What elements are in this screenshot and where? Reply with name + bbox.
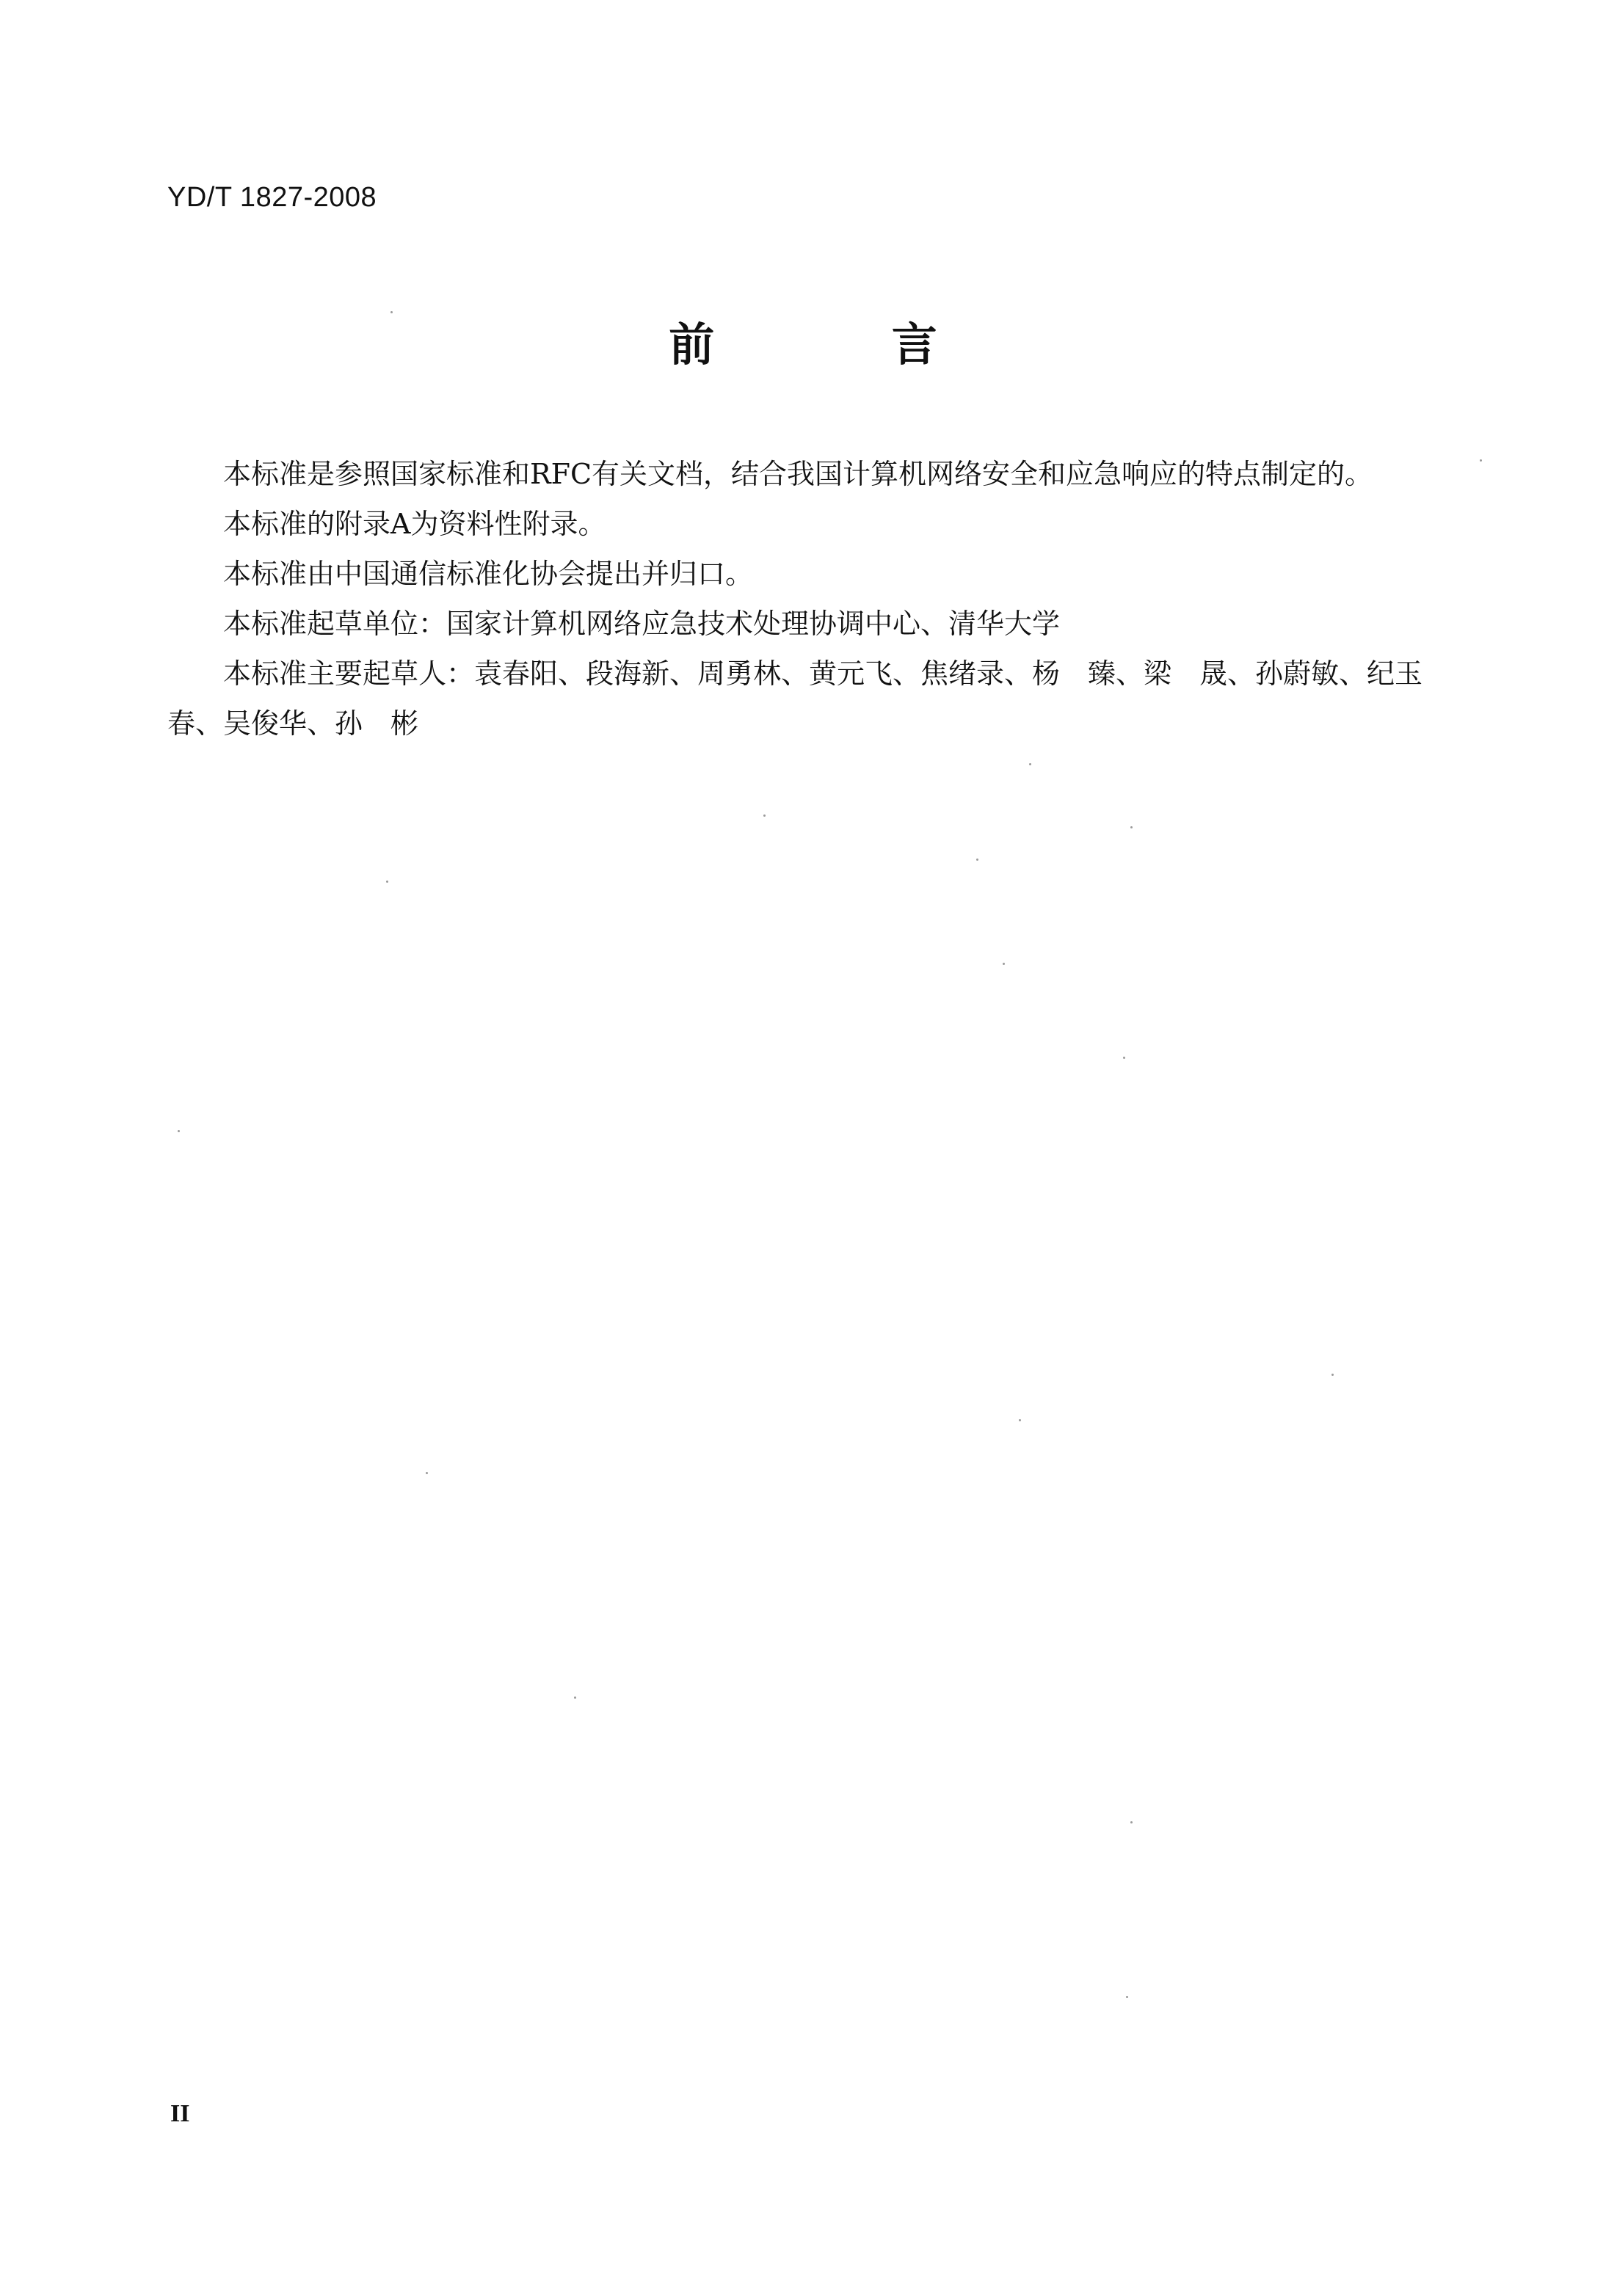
scan-speck	[386, 881, 388, 883]
scan-speck	[574, 1697, 576, 1699]
scan-speck	[390, 311, 393, 313]
scan-speck	[1130, 826, 1133, 828]
scan-speck	[426, 1472, 428, 1474]
paragraph-proposer: 本标准由中国通信标准化协会提出并归口。	[223, 558, 754, 590]
scan-speck	[1130, 1821, 1133, 1823]
document-code: YD/T 1827-2008	[167, 182, 377, 213]
page-number: II	[170, 2100, 190, 2127]
scan-speck	[1480, 459, 1482, 462]
paragraph-appendix: 本标准的附录A为资料性附录。	[223, 508, 606, 540]
scan-speck	[1123, 1057, 1125, 1059]
scan-speck	[1029, 763, 1031, 765]
scan-speck	[1019, 1419, 1021, 1421]
page-title: 前 言	[669, 318, 1018, 371]
scan-speck	[976, 859, 978, 861]
foreword-body	[167, 449, 1474, 748]
paragraph-drafting-units: 本标准起草单位：国家计算机网络应急技术处理协调中心、清华大学	[223, 608, 1061, 640]
scan-speck	[1331, 1374, 1334, 1376]
scan-speck	[1126, 1996, 1128, 1998]
paragraph-reference: 本标准是参照国家标准和RFC有关文档，结合我国计算机网络安全和应急响应的特点制定的。	[223, 458, 1373, 490]
scan-speck	[178, 1130, 180, 1132]
scan-speck	[1003, 963, 1005, 965]
paragraph-drafters: 本标准主要起草人：袁春阳、段海新、周勇林、黄元飞、焦绪录、杨 臻、梁 晟、孙蔚敏、纪玉春、吴俊华、孙 彬	[167, 657, 1423, 740]
scan-speck	[763, 814, 766, 817]
